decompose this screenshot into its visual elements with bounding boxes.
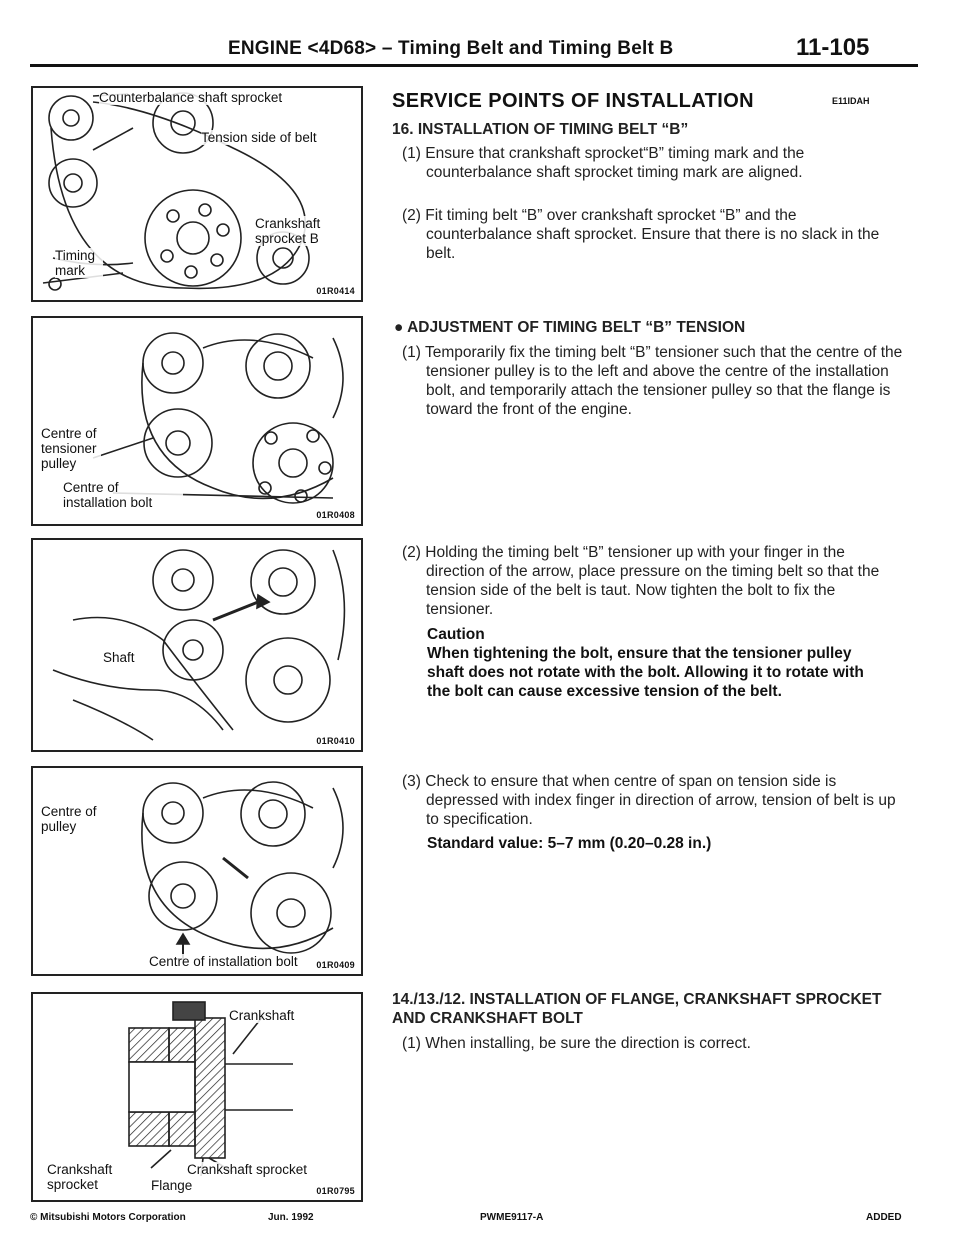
label-crankshaft: Crankshaft	[229, 1008, 295, 1023]
label-tension-side: Tension side of belt	[201, 130, 317, 145]
figure-code: 01R0408	[316, 510, 355, 520]
label-crankshaft-sprocket-left: Crankshaft sprocket	[47, 1162, 123, 1192]
header-rule	[30, 64, 918, 67]
figure-timing-marks	[31, 86, 363, 302]
footer-date: Jun. 1992	[268, 1212, 314, 1223]
tensioner-hand-diagram	[33, 540, 361, 750]
footer-copyright: © Mitsubishi Motors Corporation	[30, 1212, 186, 1223]
standard-value: Standard value: 5–7 mm (0.20–0.28 in.)	[427, 835, 712, 852]
figure-crankshaft-sprocket	[31, 992, 363, 1202]
label-crankshaft-sprocket-b: Crankshaft sprocket B	[255, 216, 351, 246]
label-centre-installation-bolt: Centre of installation bolt	[63, 480, 183, 510]
figure-code: 01R0414	[316, 286, 355, 296]
step16-item2: (2) Fit timing belt “B” over crankshaft sprocket “B” and the counterbalance shaft sprocket. Ensure that there is no slack in the belt.	[402, 207, 880, 262]
step16-item1: (1) Ensure that crankshaft sprocket“B” timing mark and the counterbalance shaft sprocket timing mark are aligned.	[402, 145, 805, 181]
page-number: 11-105	[796, 34, 870, 61]
label-counterbalance-sprocket: Counterbalance shaft sprocket	[99, 90, 283, 105]
page-header	[0, 12, 960, 64]
label-timing-mark: Timing mark	[55, 248, 103, 278]
label-centre-of-pulley: Centre of pulley	[41, 804, 99, 834]
footer-doc-code: PWME9117-A	[480, 1212, 544, 1223]
step14-item1: (1) When installing, be sure the direction is correct.	[402, 1035, 751, 1052]
pulley-check-diagram	[33, 768, 361, 974]
section-code: E11IDAH	[832, 96, 870, 106]
footer-added: ADDED	[866, 1212, 902, 1223]
figure-tensioner-position	[31, 316, 363, 526]
section-title: SERVICE POINTS OF INSTALLATION	[392, 90, 755, 112]
step14-heading: 14./13./12. INSTALLATION OF FLANGE, CRANKSHAFT SPROCKET AND CRANKSHAFT BOLT	[392, 991, 882, 1027]
page-footer	[30, 1212, 930, 1232]
figure-holding-tensioner	[31, 538, 363, 752]
figure-code: 01R0795	[316, 1186, 355, 1196]
figure-code: 01R0410	[316, 736, 355, 746]
step16-heading: 16. INSTALLATION OF TIMING BELT “B”	[392, 121, 689, 138]
label-centre-installation-bolt: Centre of installation bolt	[149, 954, 298, 969]
figure-code: 01R0409	[316, 960, 355, 970]
label-shaft: Shaft	[103, 650, 135, 665]
label-centre-tensioner-pulley: Centre of tensioner pulley	[41, 426, 101, 471]
caution-text: When tightening the bolt, ensure that the tensioner pulley shaft does not rotate with the bolt. Allowing it to rotate with the bolt can cause excessive tension of the belt.	[427, 645, 864, 700]
label-flange: Flange	[151, 1178, 193, 1193]
adjust-item1: (1) Temporarily fix the timing belt “B” tensioner such that the centre of the tensioner pulley is to the left and above the centre of the installation bolt, and temporarily attach the tensioner pulley so that the flange is toward the front of the engine.	[402, 344, 903, 418]
figure-pulley-check	[31, 766, 363, 976]
label-crankshaft-sprocket-right: Crankshaft sprocket	[187, 1162, 308, 1177]
adjust-item2: (2) Holding the timing belt “B” tensioner up with your finger in the direction of the arrow, place pressure on the timing belt so that the tension side of the belt is taut. Now tighten the bolt to fix the tensioner.	[402, 544, 880, 618]
page-title: ENGINE <4D68> – Timing Belt and Timing Belt B	[228, 38, 674, 59]
adjust-item3: (3) Check to ensure that when centre of span on tension side is depressed with index finger in direction of arrow, tension of belt is up to specification.	[402, 773, 896, 828]
adjustment-heading: ● ADJUSTMENT OF TIMING BELT “B” TENSION	[394, 319, 746, 336]
caution-title: Caution	[427, 626, 485, 643]
